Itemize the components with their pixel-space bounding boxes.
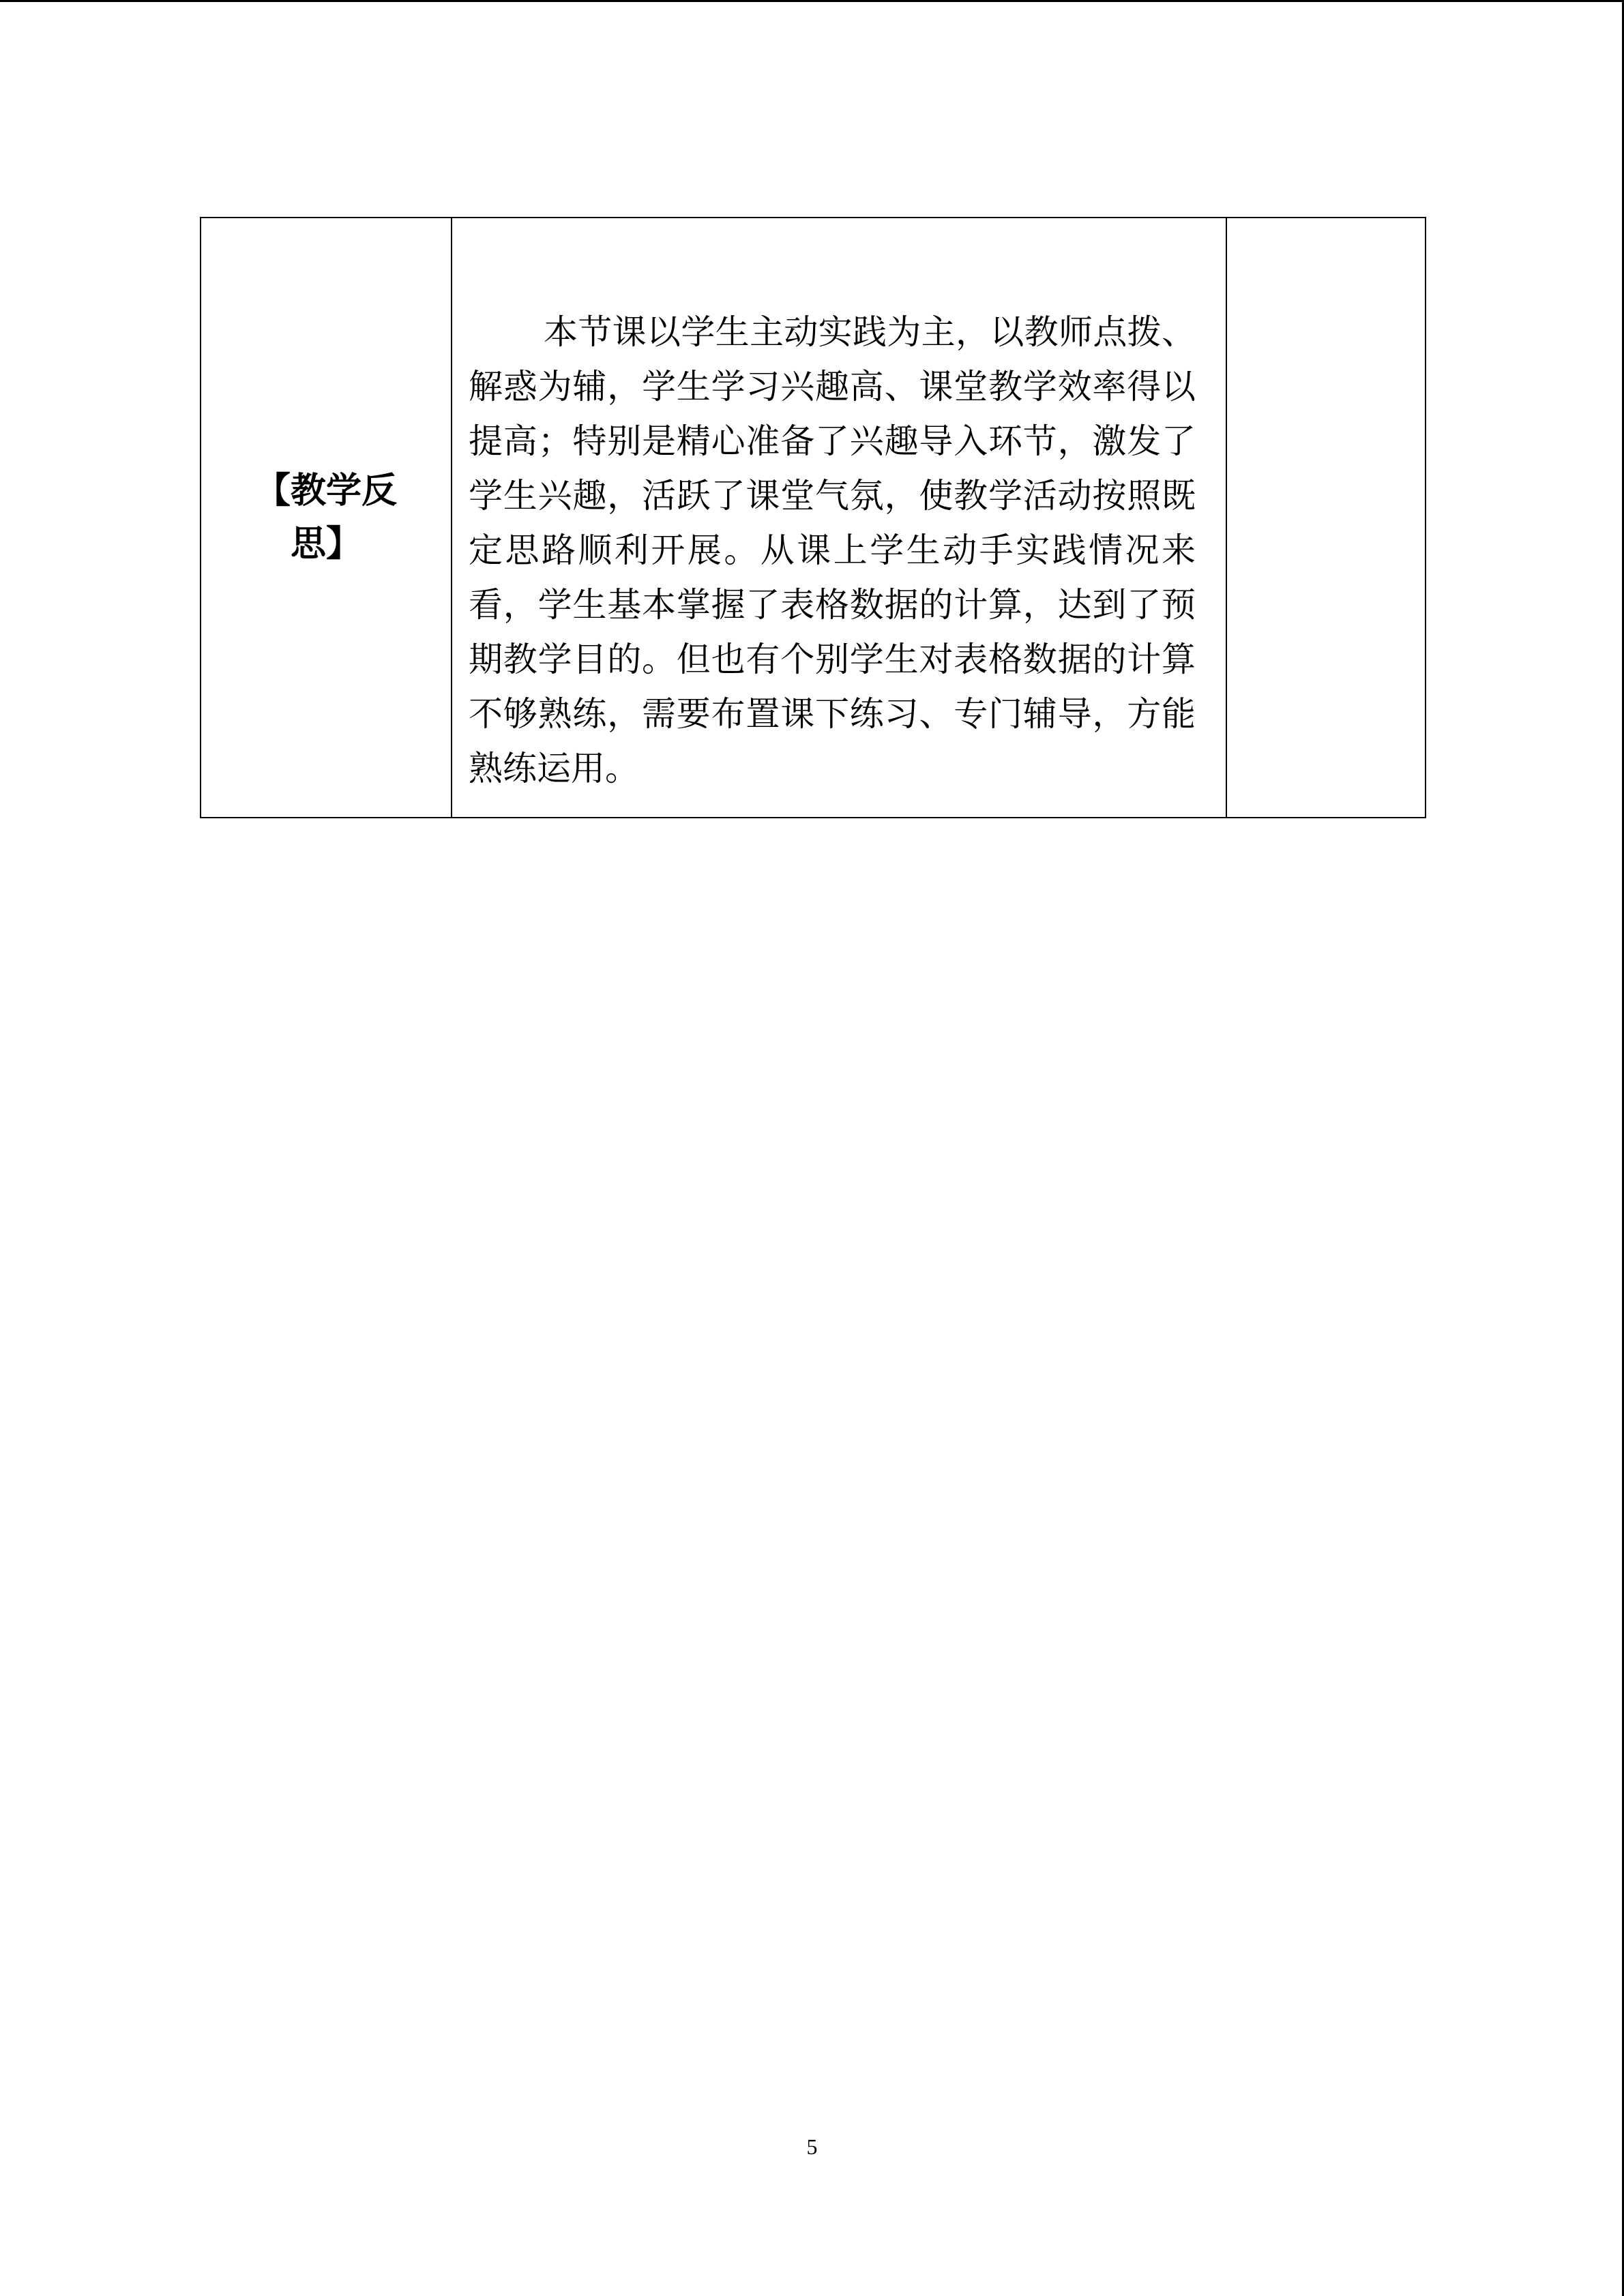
reflection-content: 本节课以学生主动实践为主，以教师点拨、解惑为辅，学生学习兴趣高、课堂教学效率得以提高；特别是精心准备了兴趣导入环节，激发了学生兴趣，活跃了课堂气氛，使教学活动按照既定思路顺利开展。从课上学生动手实践情况来看，学生基本掌握了表格数据的计算，达到了预期教学目的。但也有个别学生对表格数据的计算不够熟练，需要布置课下练习、专门辅导，方能熟练运用。: [469, 312, 1196, 788]
empty-remark-cell: [1226, 218, 1426, 818]
reflection-label-cell: [201, 218, 452, 818]
page-frame-top-border: [0, 0, 1624, 2]
table-row: [201, 218, 1426, 818]
teaching-reflection-table: [200, 217, 1426, 818]
reflection-content-cell: [452, 218, 1226, 818]
reflection-label: 【教学反思】: [254, 471, 397, 565]
page-number: 5: [806, 2134, 818, 2159]
